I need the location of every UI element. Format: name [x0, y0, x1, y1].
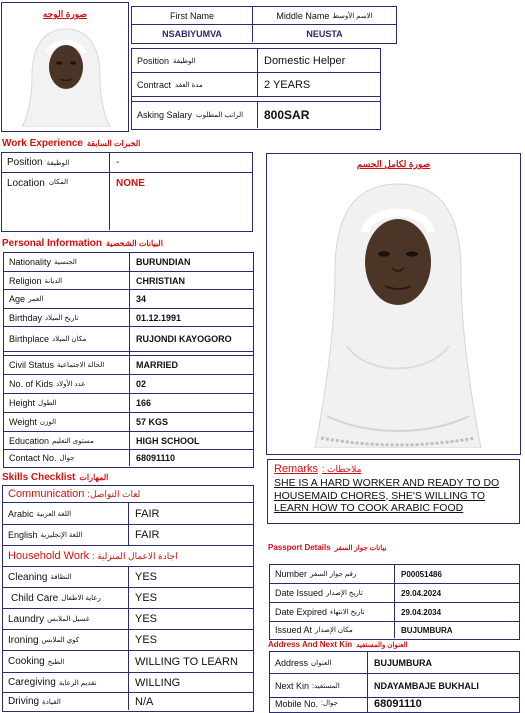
job-row: Asking Salary الراتب المطلوب [132, 101, 258, 128]
address-table [269, 651, 520, 713]
personal-row-label: Weight الوزن [4, 413, 130, 432]
skills-table [2, 485, 254, 712]
passport-table [269, 564, 520, 640]
passport-expired-value: 29.04.2034 [395, 603, 519, 622]
personal-row-label: Nationality الجنسية [4, 253, 130, 272]
skill-row-label: Arabic اللغة العربية [3, 503, 129, 525]
weight-value: 57 KGS [130, 413, 253, 432]
personal-row-label: Birthday تاريخ الميلاد [4, 309, 130, 327]
work-experience-table [1, 152, 253, 232]
personal-info-title: Personal Information البيانات الشخصية [2, 238, 163, 249]
work-location-label: Location المكان [2, 173, 110, 230]
arabic-value: FAIR [129, 503, 253, 525]
job-contract-value: 2 YEARS [258, 73, 380, 97]
face-photo-frame [1, 2, 129, 132]
kids-value: 02 [130, 375, 253, 394]
middle-name-label-cell [253, 7, 396, 25]
cooking-value: WILLING TO LEARN [129, 651, 253, 673]
personal-row-label: Education مستوى التعليم [4, 432, 130, 450]
education-value: HIGH SCHOOL [130, 432, 253, 450]
birthday-value: 01.12.1991 [130, 309, 253, 327]
middle-name-value: NEUSTA [306, 28, 343, 39]
remarks-title: Remarks : ملاحظات [274, 463, 362, 475]
skills-title: Skills Checklist المهارات [2, 472, 109, 483]
household-header: Household Work : اجادة الاعمال المنزلية [3, 546, 253, 567]
skill-row-label: Child Care رعاية الاطفال [3, 588, 129, 609]
skill-row-label: English اللغة الإنجليزية [3, 525, 129, 546]
middle-name-label-ar: الاسم الأوسط [332, 12, 373, 20]
driving-value: N/A [135, 695, 154, 708]
work-position-label: Position الوظيفة [2, 153, 110, 173]
passport-place-value: BUJUMBURA [401, 625, 453, 635]
remarks-text: SHE IS A HARD WORKER AND READY TO DO HOUSEMAID CHORES, SHE'S WILLING TO LEARN HOW TO COOK ARABIC FOOD [274, 477, 500, 514]
skill-row-label: Cleaning النظافة [3, 567, 129, 588]
first-name-value-cell [132, 25, 253, 42]
work-experience-title: Work Experience الخبرات السابقة [2, 138, 141, 149]
address-row-label: Next Kin :المستفيد [270, 674, 368, 698]
job-position-value: Domestic Helper [258, 49, 380, 73]
english-value: FAIR [129, 525, 253, 546]
personal-info-table [3, 252, 254, 468]
civil-status-value: MARRIED [130, 356, 253, 375]
face-photo [18, 23, 114, 127]
address-value: BUJUMBURA [368, 652, 519, 674]
age-value: 34 [130, 290, 253, 309]
passport-title: Passport Details بيانات جواز السفر [268, 543, 387, 552]
laundry-value: YES [129, 609, 253, 630]
address-title: Address And Next Kin العنوان والمستفيد [268, 640, 408, 649]
next-kin-value: NDAYAMBAJE BUKHALI [368, 674, 519, 698]
passport-row-label: Number رقم جواز السفر [270, 565, 395, 584]
passport-row-label: Date Expired تاريخ الانتهاء [270, 603, 395, 622]
body-photo-title: صورة لكامل الجسم [356, 159, 431, 169]
middle-name-label: Middle Name [276, 10, 330, 21]
passport-row-label: Issued At مكان الإصدار [270, 622, 395, 638]
job-row: Contract مدة العقد [132, 73, 258, 97]
work-location-value: NONE [116, 178, 145, 189]
skill-row-label: Caregiving تقديم الرعاية [3, 673, 129, 693]
middle-name-value-cell [253, 25, 396, 42]
passport-row-label: Date Issued تاريخ الإصدار [270, 584, 395, 603]
remarks-box [267, 459, 520, 524]
child-care-value: YES [129, 588, 253, 609]
personal-row-label: Height الطول [4, 394, 130, 413]
job-table [131, 48, 381, 130]
body-photo [307, 176, 489, 448]
contact-value: 68091110 [136, 453, 176, 463]
height-value: 166 [130, 394, 253, 413]
personal-row-label: Civil Status الحالة الاجتماعية [4, 356, 130, 375]
skill-row-label: Cooking الطبخ [3, 651, 129, 673]
skill-row-label: Driving القيادة [3, 693, 129, 710]
address-row-label: Mobile No. :جوال [270, 698, 368, 712]
personal-row-label: Birthplace مكان الميلاد [4, 327, 130, 352]
skill-row-label: Ironing كوي الملابس [3, 630, 129, 651]
first-name-label: First Name [169, 10, 214, 21]
skill-row-label: Laundry غسيل الملابس [3, 609, 129, 630]
passport-number-value: P00051486 [395, 565, 519, 584]
ironing-value: YES [129, 630, 253, 651]
address-row-label: Address العنوان [270, 652, 368, 674]
first-name-value: NSABIYUMVA [162, 28, 222, 39]
cleaning-value: YES [129, 567, 253, 588]
face-photo-title: صورة الوجه [42, 9, 88, 19]
body-photo-frame [266, 153, 521, 455]
name-table [131, 6, 397, 44]
work-position-value: - [110, 153, 252, 173]
job-row: Position الوظيفة [132, 49, 258, 73]
birthplace-value: RUJONDI KAYOGORO [130, 327, 253, 352]
religion-value: CHRISTIAN [130, 272, 253, 290]
mobile-value: 68091110 [374, 698, 422, 710]
caregiving-value: WILLING [129, 673, 253, 693]
passport-issued-value: 29.04.2024 [395, 584, 519, 603]
job-salary-value: 800SAR [258, 101, 380, 128]
personal-row-label: Religion الديانة [4, 272, 130, 290]
communication-header: Communication :لغات التواصل [3, 486, 253, 503]
personal-row-label: No. of Kids عدد الأولاد [4, 375, 130, 394]
nationality-value: BURUNDIAN [130, 253, 253, 272]
personal-row-label: Contact No. جوال [4, 450, 130, 466]
personal-row-label: Age العمر [4, 290, 130, 309]
first-name-label-cell [132, 7, 253, 25]
